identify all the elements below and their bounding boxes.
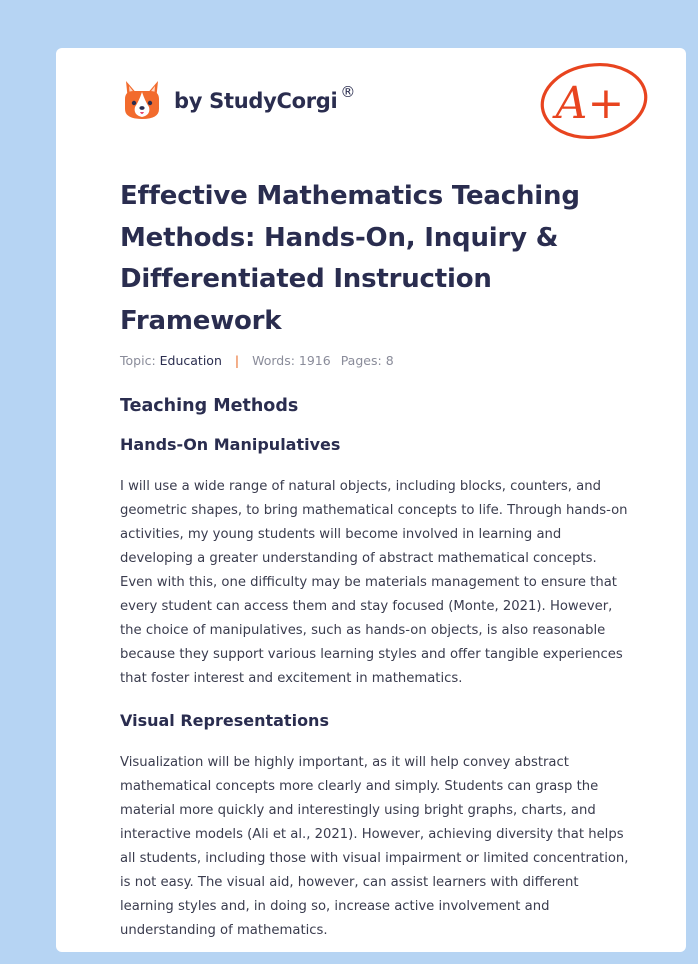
words-value: 1916: [298, 353, 331, 368]
topic-label: Topic:: [120, 353, 156, 368]
corgi-icon: [122, 79, 162, 123]
pages-value: 8: [385, 353, 394, 368]
article-meta: [120, 353, 394, 368]
paragraph: I will use a wide range of natural objects, including blocks, counters, and geometric shapes, to bring mathematical concepts to life. Through hands-on activities, my young students will become involved in learning and developing a greater understanding of abstract mathematical concepts. Even with this, one difficulty may be materials management to ensure that every student can access them and stay focused (Monte, 2021). However, the choice of manipulatives, such as hands-on objects, is also reasonable because they support various learning styles and offer tangible experiences that foster interest and excitement in mathematics.: [120, 479, 628, 686]
topic-link[interactable]: Education: [159, 353, 222, 368]
section-heading: Teaching Methods: [120, 396, 299, 416]
meta-separator: |: [234, 353, 240, 368]
subsection-heading: Visual Representations: [120, 711, 329, 730]
subsection-heading: Hands-On Manipulatives: [120, 435, 341, 454]
document-card: [56, 48, 686, 952]
grade-mark-text: A+: [555, 78, 625, 129]
article-title: Effective Mathematics Teaching Methods: Hands-On, Inquiry & Differentiated Instruction Framework: [120, 181, 580, 336]
registered-mark: ®: [340, 83, 356, 101]
pages-label: Pages:: [340, 353, 382, 368]
words-label: Words:: [252, 353, 295, 368]
paragraph: Visualization will be highly important, as it will help convey abstract mathematical concepts more clearly and simply. Students can grasp the material more quickly and interestingly using bright graphs, charts, and interactive models (Ali et al., 2021). However, achieving diversity that helps all students, including those with visual impairment or limited concentration, is not easy. The visual aid, however, can assist learners with different learning styles and, in doing so, increase active involvement and understanding of mathematics.: [120, 755, 629, 938]
grade-stamp-icon: [536, 58, 652, 142]
studycorgi-logo[interactable]: [122, 76, 355, 126]
brand-name: by StudyCorgi: [174, 89, 338, 113]
